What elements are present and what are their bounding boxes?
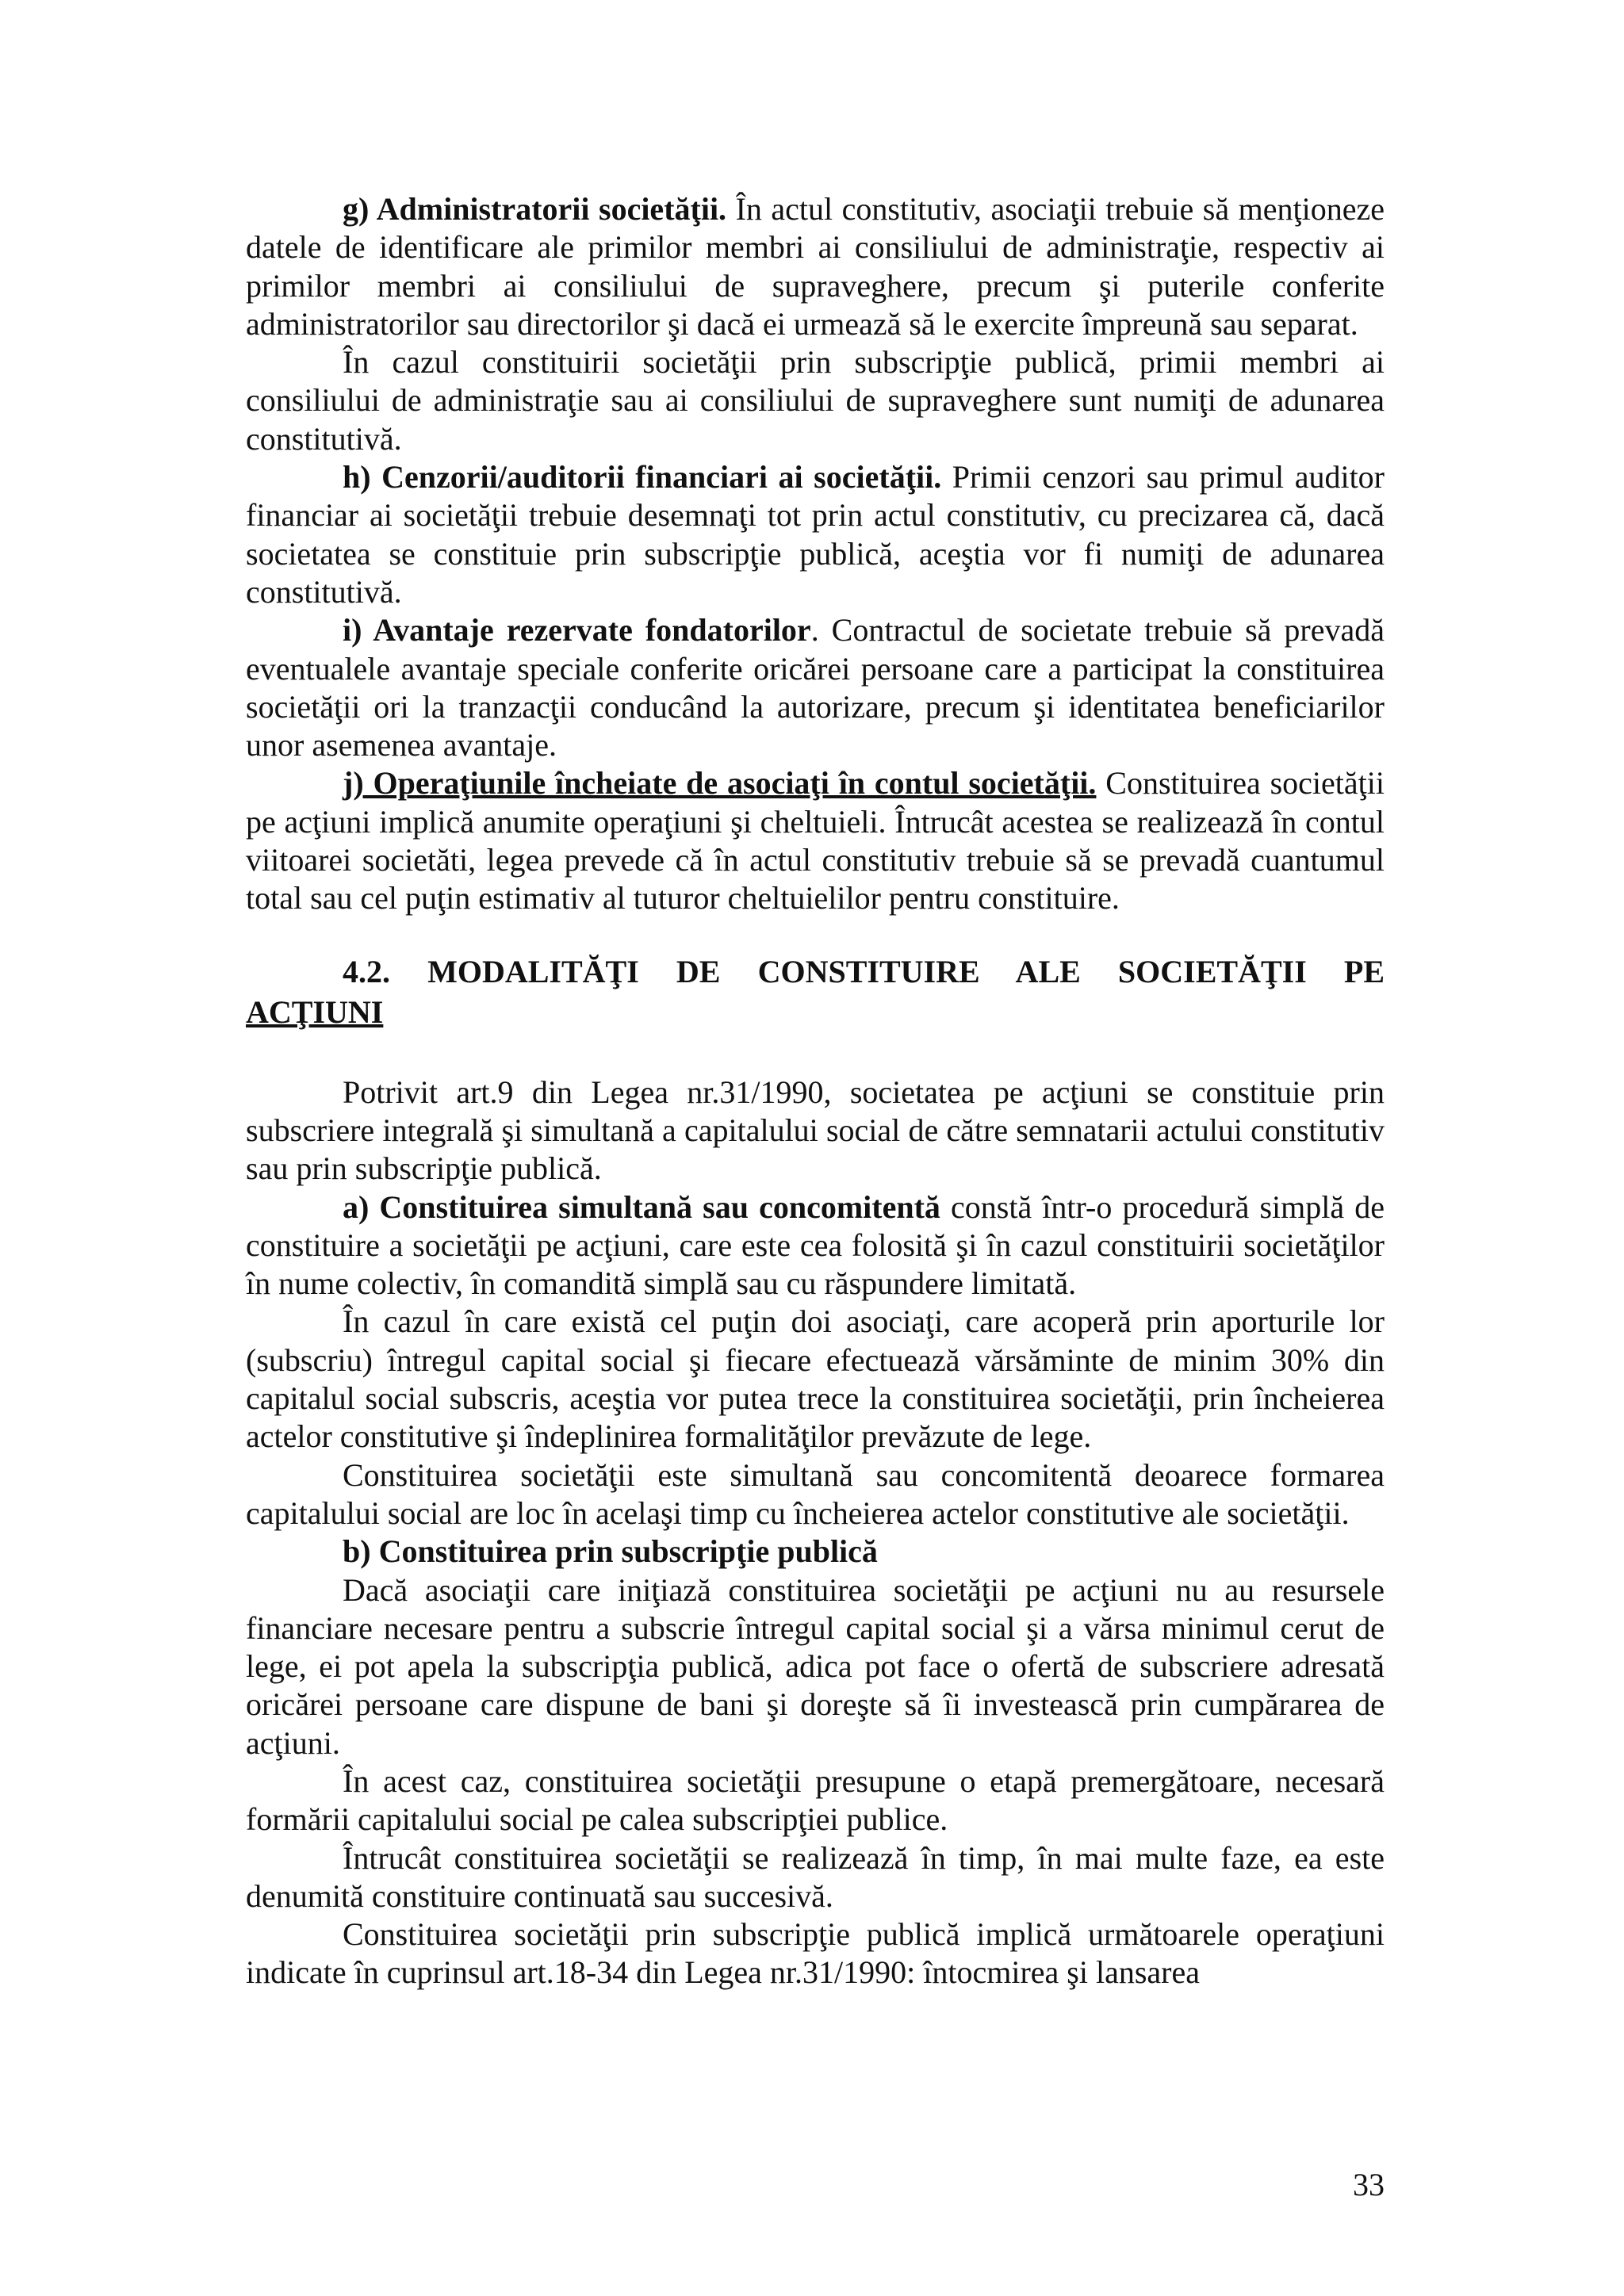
paragraph-operations-list bbox=[246, 1915, 1385, 1992]
text-auditors: Primii cenzori sau primul auditor financiar ai societăţii trebuie desemnaţi tot prin actul constitutiv, cu precizarea că, dacă societatea se constituie prin subscripţie publică, aceştia vor fi numiţi de adunarea constitutivă. bbox=[246, 459, 1385, 610]
text-preliminary-stage: În acest caz, constituirea societăţii presupune o etapă premergătoare, necesară formării capitalului social pe calea subscripţiei publice. bbox=[246, 1762, 1385, 1838]
text-intro-art9: Potrivit art.9 din Legea nr.31/1990, societatea pe acţiuni se constituie prin subscriere integrală şi simultană a capitalului social de către semnatarii actului constitutiv sau prin subscripţie publică. bbox=[246, 1073, 1385, 1187]
text-concomitant: Constituirea societăţii este simultană sau concomitentă deoarece formarea capitalului social are loc în acelaşi timp cu încheierea actelor constitutive ale societăţii. bbox=[246, 1456, 1385, 1531]
section-heading bbox=[246, 951, 1385, 1032]
paragraph-operations bbox=[246, 764, 1385, 917]
paragraph-successive bbox=[246, 1839, 1385, 1916]
document-page bbox=[246, 190, 1385, 1992]
heading-simultaneous: a) Constituirea simultană sau concomitentă bbox=[343, 1188, 940, 1225]
paragraph-two-associates bbox=[246, 1303, 1385, 1456]
text-administrators: În actul constitutiv, asociaţii trebuie să menţioneze datele de identificare ale primilor membri ai consiliului de administraţie, respectiv ai primilor membri ai consiliului de supraveghere, precum şi puterile conferite administratorilor sau directorilor şi dacă ei urmează să le exercite împreună sau separat. bbox=[246, 191, 1385, 342]
paragraph-administrators bbox=[246, 190, 1385, 343]
heading-auditors: h) Cenzorii/auditorii financiari ai societăţii. bbox=[343, 459, 942, 496]
heading-founder-advantages: i) Avantaje rezervate fondatorilor bbox=[343, 612, 811, 649]
paragraph-preliminary-stage bbox=[246, 1762, 1385, 1839]
text-simultaneous: constă într-o procedură simplă de constituire a societăţii pe acţiuni, care este cea folosită şi în cazul constituirii societăţilor în nume colectiv, în comandită simplă sau cu răspundere limitată. bbox=[246, 1188, 1385, 1302]
paragraph-founder-advantages bbox=[246, 611, 1385, 764]
heading-public-subscription: b) Constituirea prin subscripţie publică bbox=[343, 1533, 878, 1570]
paragraph-resources bbox=[246, 1571, 1385, 1762]
paragraph-public-subscription-heading bbox=[246, 1533, 1385, 1571]
text-resources: Dacă asociaţii care iniţiază constituirea societăţii pe acţiuni nu au resursele financiare necesare pentru a subscrie întregul capital social şi a vărsa minimul cerut de lege, ei pot apela la subscripţia publică, adica pot face o ofertă de subscriere adresată oricărei persoane care dispune de bani şi doreşte să îi investească prin cumpărarea de acţiuni. bbox=[246, 1571, 1385, 1761]
paragraph-simultaneous bbox=[246, 1188, 1385, 1303]
page-number: 33 bbox=[1353, 2167, 1385, 2202]
heading-operations: j) Operaţiunile încheiate de asociaţi în contul societăţii. bbox=[343, 765, 1097, 802]
text-operations-list: Constituirea societăţii prin subscripţie publică implică următoarele operaţiuni indicate în cuprinsul art.18-34 din Legea nr.31/1990: întocmirea şi lansarea bbox=[246, 1916, 1385, 1991]
text-public-subscription-board: În cazul constituirii societăţii prin subscripţie publică, primii membri ai consiliului de administraţie sau ai consiliului de supraveghere sunt numiţi de adunarea constitutivă. bbox=[246, 344, 1385, 457]
paragraph-concomitant bbox=[246, 1456, 1385, 1533]
paragraph-intro-art9 bbox=[246, 1073, 1385, 1188]
paragraph-public-subscription-board bbox=[246, 343, 1385, 458]
heading-administrators: g) Administratorii societăţii. bbox=[343, 191, 727, 227]
section-heading-line2: ACŢIUNI bbox=[246, 993, 384, 1030]
section-heading-line1: 4.2. MODALITĂŢI DE CONSTITUIRE ALE SOCIETĂŢII PE bbox=[343, 953, 1385, 989]
text-operations: Constituirea societăţii pe acţiuni implică anumite operaţiuni şi cheltuieli. Întrucât acestea se realizează în contul viitoarei societăti, legea prevede că în actul constitutiv trebuie să se prevadă cuantumul total sau cel puţin estimativ al tuturor cheltuielilor pentru constituire. bbox=[246, 765, 1385, 916]
text-successive: Întrucât constituirea societăţii se realizează în timp, în mai multe faze, ea este denumită constituire continuată sau succesivă. bbox=[246, 1839, 1385, 1914]
text-founder-advantages: . Contractul de societate trebuie să prevadă eventualele avantaje speciale conferite oricărei persoane care a participat la constituirea societăţii ori la tranzacţii conducând la autorizare, precum şi identitatea beneficiarilor unor asemenea avantaje. bbox=[246, 612, 1385, 763]
text-two-associates: În cazul în care există cel puţin doi asociaţi, care acoperă prin aporturile lor (subscriu) întregul capital social şi fiecare efectuează vărsăminte de minim 30% din capitalul social subscris, aceştia vor putea trece la constituirea societăţii, prin încheierea actelor constitutive şi îndeplinirea formalităţilor prevăzute de lege. bbox=[246, 1303, 1385, 1455]
paragraph-auditors bbox=[246, 458, 1385, 611]
